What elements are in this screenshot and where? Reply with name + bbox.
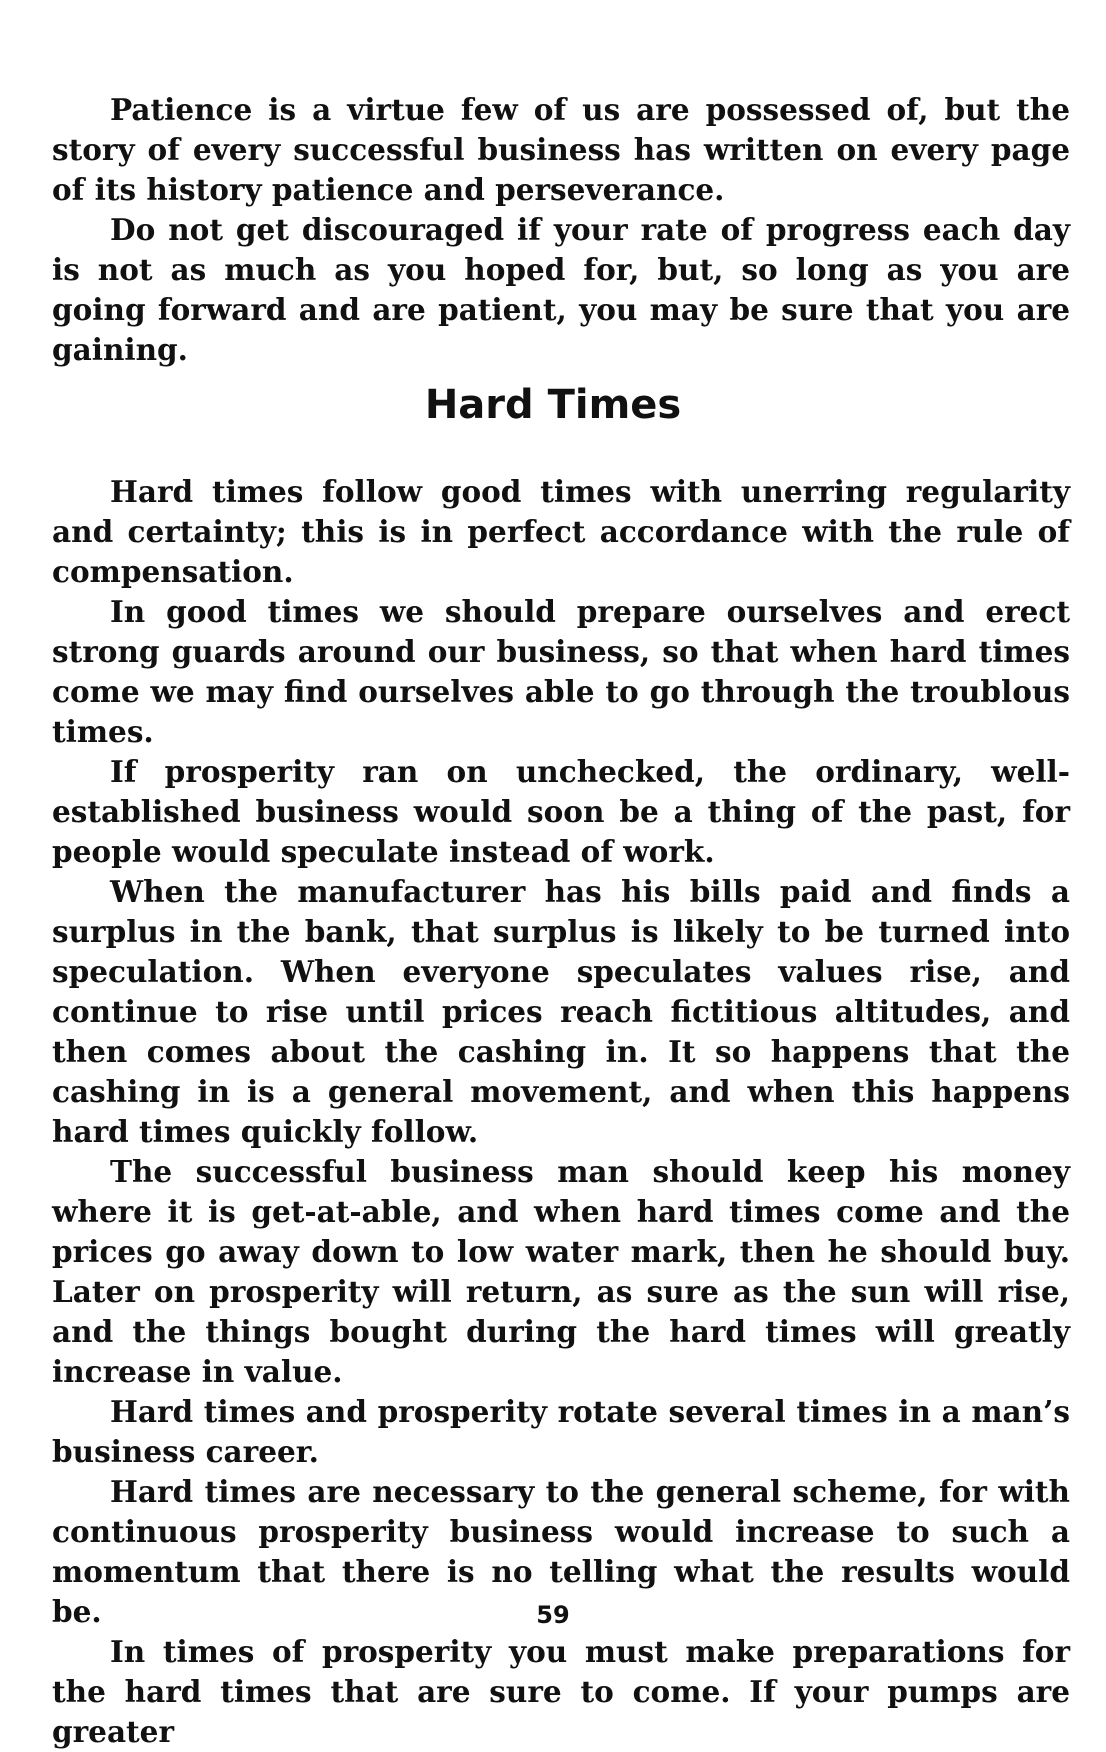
- paragraph-manufacturer-surplus: When the manufacturer has his bills paid and finds a surplus in the bank, that surplus is likely to be turned into speculation. When everyone speculates values rise, and continue to rise until prices reach fictitious altitudes, and then comes about the cashing in. It so happens that the cashing in is a general movement, and when this happens hard times quickly follow.: [52, 874, 1070, 1149]
- page-number: 59: [536, 1601, 570, 1629]
- paragraph-rotate: Hard times and prosperity rotate several times in a man’s business career.: [52, 1394, 1070, 1469]
- intro-text-block: [52, 90, 1070, 370]
- paragraph-discouraged: Do not get discouraged if your rate of progress each day is not as much as you hoped for, but, so long as you are going forward and are patient, you may be sure that you are gaining.: [52, 212, 1070, 367]
- paragraph-hard-times-follow: Hard times follow good times with unerring regularity and certainty; this is in perfect accordance with the rule of compensation.: [52, 474, 1070, 589]
- paragraph-patience: Patience is a virtue few of us are possessed of, but the story of every successful business has written on every page of its history patience and perseverance.: [52, 92, 1070, 207]
- paragraph-successful-business-man: The successful business man should keep his money where it is get-at-able, and when hard times come and the prices go away down to low water mark, then he should buy. Later on prosperity will return, as sure as the sun will rise, and the things bought during the hard times will greatly increase in value.: [52, 1154, 1070, 1389]
- section-body: [52, 472, 1070, 1752]
- section-heading: Hard Times: [424, 382, 682, 428]
- paragraph-good-times-prepare: In good times we should prepare ourselves and erect strong guards around our business, so that when hard times come we may find ourselves able to go through the troublous times.: [52, 594, 1070, 749]
- paragraph-preparations: In times of prosperity you must make preparations for the hard times that are sure to come. If your pumps are greater: [52, 1634, 1070, 1749]
- paragraph-necessary: Hard times are necessary to the general scheme, for with continuous prosperity business would increase to such a momentum that there is no telling what the results would be.: [52, 1474, 1070, 1629]
- paragraph-prosperity-unchecked: If prosperity ran on unchecked, the ordinary, well-established business would soon be a thing of the past, for people would speculate instead of work.: [52, 754, 1070, 869]
